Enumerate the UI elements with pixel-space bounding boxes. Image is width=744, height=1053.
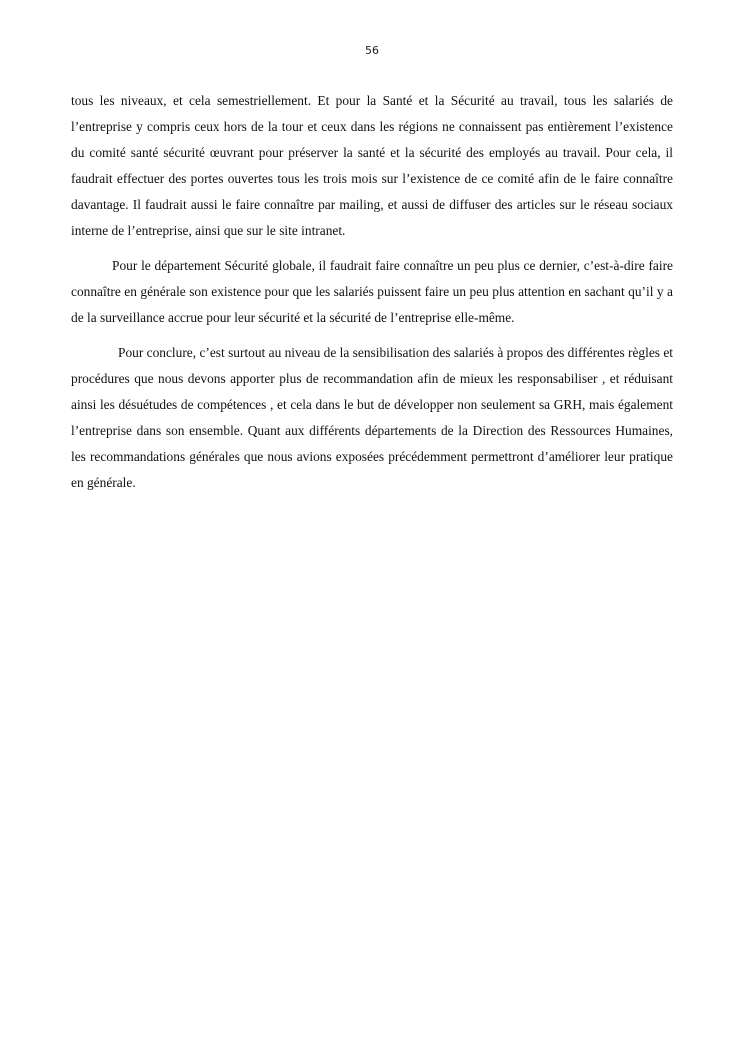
paragraph-3: Pour conclure, c’est surtout au niveau de la sensibilisation des salariés à propos des différentes règles et procédures que nous devons apporter plus de recommandation afin de mieux les responsabiliser , et réduisant ainsi les désuétudes de compétences , et cela dans le but de développer non seulement sa GRH, mais également l’entreprise dans son ensemble. Quant aux différents départements de la Direction des Ressources Humaines, les recommandations générales que nous avions exposées précédemment permettront d’améliorer leur pratique en générale.	[71, 345, 673, 490]
page-number: 56	[365, 44, 379, 57]
paragraph-2: Pour le département Sécurité globale, il faudrait faire connaître un peu plus ce dernier, c’est-à-dire faire connaître en générale son existence pour que les salariés puissent faire un peu plus attention en sachant qu’il y a de la surveillance accrue pour leur sécurité et la sécurité de l’entreprise elle-même.	[71, 258, 673, 325]
body-text	[71, 88, 673, 505]
paragraph-1: tous les niveaux, et cela semestriellement. Et pour la Santé et la Sécurité au travail, tous les salariés de l’entreprise y compris ceux hors de la tour et ceux dans les régions ne connaissent pas entièrement l’existence du comité santé sécurité œuvrant pour préserver la santé et la sécurité des employés au travail. Pour cela, il faudrait effectuer des portes ouvertes tous les trois mois sur l’existence de ce comité afin de le faire connaître davantage. Il faudrait aussi le faire connaître par mailing, et aussi de diffuser des articles sur le réseau sociaux interne de l’entreprise, ainsi que sur le site intranet.	[71, 93, 673, 238]
